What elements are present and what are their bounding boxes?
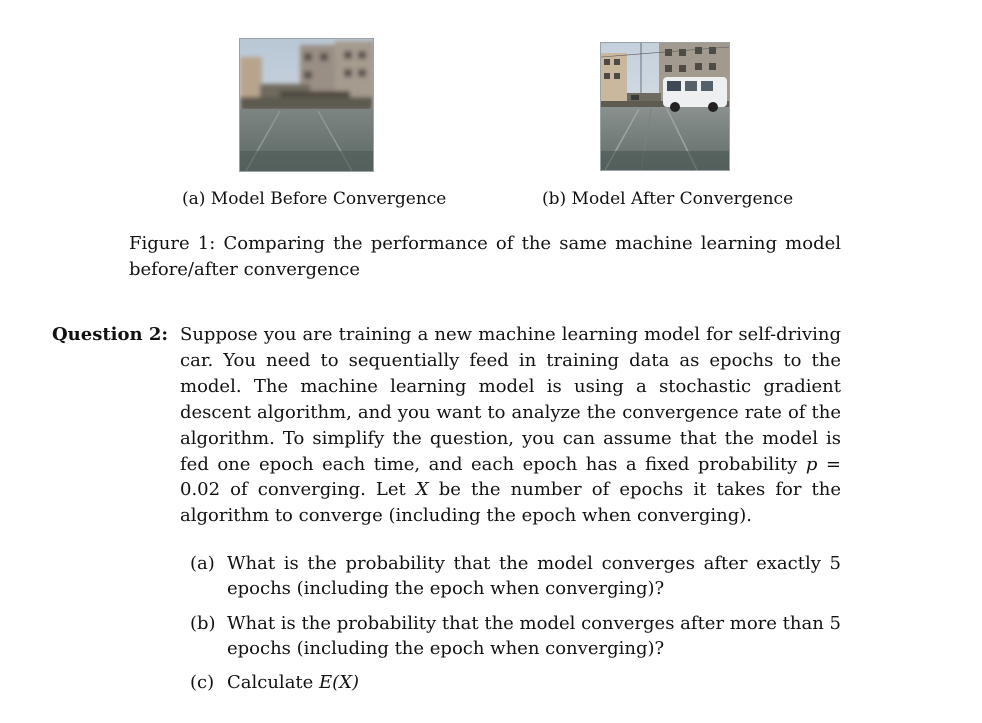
figure-image-before-convergence: [239, 38, 374, 172]
question-text-part-1: Suppose you are training a new machine learning model for self-driving car. You need to sequentially feed in training data as epochs to the model. The machine learning model is using a stochastic gradient descent algorithm, and you want to analyze the convergence rate of the algorithm. To simplify the question, you can assume that the model is fed one epoch each time, and each epoch has a fixed probability: [180, 324, 841, 475]
part-c-text: [227, 670, 841, 695]
part-a-label: (a): [190, 553, 215, 574]
question-part-a: [190, 551, 841, 601]
part-a-text: What is the probability that the model converges after exactly 5 epochs (including the epoch when converging)?: [227, 553, 841, 599]
question-text: [180, 322, 841, 529]
question-part-c: [190, 670, 841, 695]
subfigure-caption-a: (a) Model Before Convergence: [182, 189, 447, 209]
question-text-part-2: be the number of epochs it takes for the algorithm to converge (including the epoch when converging).: [180, 479, 841, 527]
figure-caption: Figure 1: Comparing the performance of the same machine learning model before/after convergence: [129, 233, 841, 280]
part-b-text: What is the probability that the model converges after more than 5 epochs (including the epoch when converging)?: [227, 613, 841, 659]
math-x: X: [415, 479, 429, 501]
math-expectation: E(X): [319, 672, 360, 693]
part-c-text-before: Calculate: [227, 672, 320, 693]
van: [663, 77, 727, 112]
question-text-equation: = 0.02 of converging. Let: [180, 453, 841, 501]
figure-image-after-convergence: [600, 42, 730, 171]
part-b-label: (b): [190, 613, 216, 634]
question-part-b: [190, 611, 841, 661]
part-c-label: (c): [190, 672, 215, 693]
question-label: Question 2:: [52, 324, 169, 345]
subfigure-caption-b: (b) Model After Convergence: [542, 189, 794, 209]
math-p: p: [805, 453, 818, 475]
